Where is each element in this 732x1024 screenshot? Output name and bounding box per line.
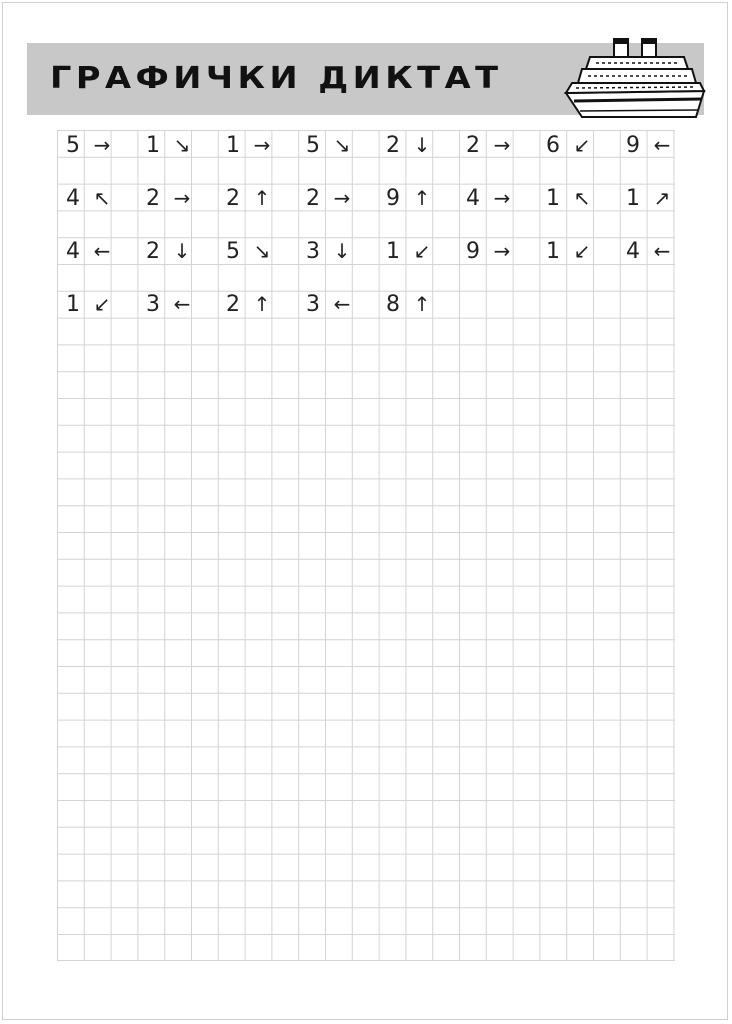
step-count: 1 — [66, 291, 80, 317]
dictation-step — [303, 185, 379, 211]
step-count: 8 — [386, 291, 400, 317]
step-count: 5 — [66, 132, 80, 158]
direction-arrow-icon: ↘ — [253, 239, 271, 263]
dictation-step — [383, 132, 459, 158]
step-count: 9 — [626, 132, 640, 158]
direction-arrow-icon: ↑ — [413, 186, 431, 210]
step-count: 4 — [66, 185, 80, 211]
direction-arrow-icon: ↑ — [253, 292, 271, 316]
step-count: 4 — [66, 238, 80, 264]
graph-paper-grid[interactable] — [57, 130, 675, 961]
dictation-step — [543, 238, 619, 264]
step-count: 2 — [226, 185, 240, 211]
dictation-step — [543, 185, 619, 211]
dictation-step — [303, 238, 379, 264]
direction-arrow-icon: ↖ — [93, 186, 111, 210]
step-count: 2 — [146, 185, 160, 211]
dictation-step — [63, 291, 139, 317]
direction-arrow-icon: ↘ — [173, 133, 191, 157]
step-count: 9 — [466, 238, 480, 264]
dictation-step — [383, 291, 459, 317]
dictation-step — [383, 238, 459, 264]
direction-arrow-icon: ← — [93, 239, 111, 263]
direction-arrow-icon: → — [493, 239, 511, 263]
direction-arrow-icon: → — [493, 186, 511, 210]
direction-arrow-icon: ↑ — [253, 186, 271, 210]
dictation-step — [383, 185, 459, 211]
dictation-step — [303, 132, 379, 158]
direction-arrow-icon: → — [253, 133, 271, 157]
step-count: 2 — [386, 132, 400, 158]
direction-arrow-icon: ↙ — [573, 239, 591, 263]
step-count: 2 — [466, 132, 480, 158]
step-count: 9 — [386, 185, 400, 211]
dictation-step — [463, 132, 539, 158]
direction-arrow-icon: ← — [653, 133, 671, 157]
step-count: 4 — [466, 185, 480, 211]
step-count: 1 — [546, 238, 560, 264]
step-count: 1 — [226, 132, 240, 158]
ship-icon — [562, 35, 708, 123]
dictation-step — [63, 238, 139, 264]
step-count: 2 — [226, 291, 240, 317]
direction-arrow-icon: ↖ — [573, 186, 591, 210]
step-count: 1 — [546, 185, 560, 211]
direction-arrow-icon: ← — [333, 292, 351, 316]
step-count: 6 — [546, 132, 560, 158]
direction-arrow-icon: ↓ — [173, 239, 191, 263]
dictation-step — [63, 132, 139, 158]
direction-arrow-icon: ↓ — [413, 133, 431, 157]
dictation-step — [303, 291, 379, 317]
step-count: 3 — [306, 238, 320, 264]
dictation-step — [143, 238, 219, 264]
direction-arrow-icon: ↙ — [413, 239, 431, 263]
dictation-step — [623, 132, 699, 158]
direction-arrow-icon: ↓ — [333, 239, 351, 263]
dictation-step — [463, 238, 539, 264]
direction-arrow-icon: ↙ — [573, 133, 591, 157]
dictation-step — [623, 185, 699, 211]
step-count: 1 — [626, 185, 640, 211]
page-title: ГРАФИЧКИ ДИКТАТ — [50, 61, 503, 96]
step-count: 4 — [626, 238, 640, 264]
dictation-step — [223, 238, 299, 264]
direction-arrow-icon: ← — [653, 239, 671, 263]
dictation-step — [463, 185, 539, 211]
direction-arrow-icon: ↑ — [413, 292, 431, 316]
step-count: 3 — [306, 291, 320, 317]
dictation-step — [223, 291, 299, 317]
dictation-step — [223, 185, 299, 211]
dictation-step — [143, 291, 219, 317]
direction-arrow-icon: ↗ — [653, 186, 671, 210]
step-count: 1 — [146, 132, 160, 158]
dictation-step — [63, 185, 139, 211]
step-count: 2 — [306, 185, 320, 211]
step-count: 1 — [386, 238, 400, 264]
direction-arrow-icon: ← — [173, 292, 191, 316]
direction-arrow-icon: → — [173, 186, 191, 210]
dictation-step — [143, 132, 219, 158]
step-count: 2 — [146, 238, 160, 264]
direction-arrow-icon: → — [333, 186, 351, 210]
dictation-step — [143, 185, 219, 211]
direction-arrow-icon: → — [93, 133, 111, 157]
direction-arrow-icon: ↙ — [93, 292, 111, 316]
dictation-step — [543, 132, 619, 158]
step-count: 5 — [306, 132, 320, 158]
step-count: 3 — [146, 291, 160, 317]
step-count: 5 — [226, 238, 240, 264]
dictation-step — [223, 132, 299, 158]
direction-arrow-icon: ↘ — [333, 133, 351, 157]
dictation-step — [623, 238, 699, 264]
direction-arrow-icon: → — [493, 133, 511, 157]
